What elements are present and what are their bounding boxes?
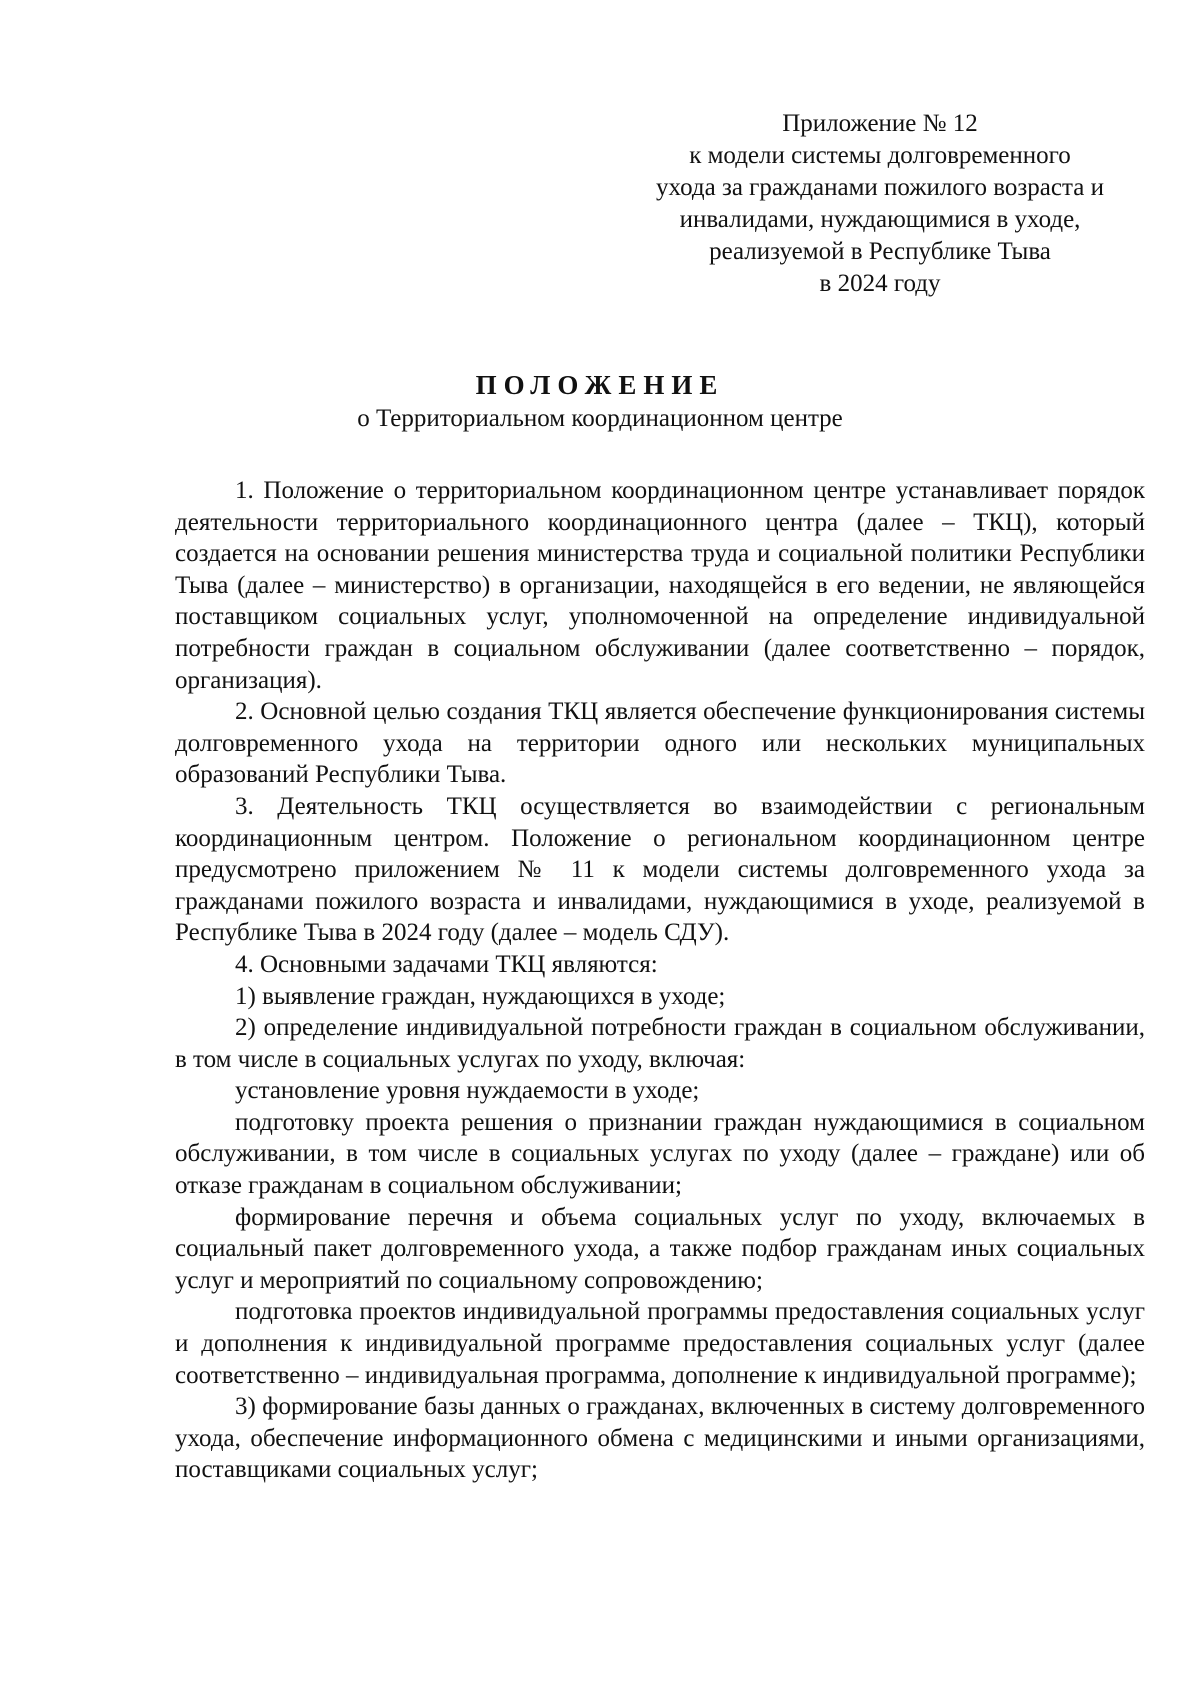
annex-line: Приложение № 12 xyxy=(782,110,978,137)
paragraph-3: 3. Деятельность ТКЦ осуществляется во взаимодействии с региональным координационным центром. Положение о региональном координационном центре предусмотрено приложением № 11 к модели системы долговременного ухода за гражданами пожилого возраста и инвалидами, нуждающимися в уходе, реализуемой в Республике Тыва в 2024 году (далее – модель СДУ). xyxy=(175,792,1145,947)
annex-line: инвалидами, нуждающимися в уходе, xyxy=(679,206,1081,233)
paragraph-1: 1. Положение о территориальном координационном центре устанавливает порядок деятельности территориального координационного центра (далее – ТКЦ), который создается на основании решения министерства труда и социальной политики Республики Тыва (далее – министерство) в организации, находящейся в его ведении, не являющейся поставщиком социальных услуг, уполномоченной на определение индивидуальной потребности граждан в социальном обслуживании (далее соответственно – порядок, организация). xyxy=(175,477,1145,694)
paragraph-4: 4. Основными задачами ТКЦ являются: xyxy=(235,950,658,978)
list-item-1: 1) выявление граждан, нуждающихся в уходе; xyxy=(235,982,726,1010)
annex-header xyxy=(615,108,1145,300)
annex-line: реализуемой в Республике Тыва xyxy=(709,238,1051,265)
document-body xyxy=(175,475,1145,1486)
sub-item-decision: подготовку проекта решения о признании граждан нуждающимися в социальном обслуживании, в том числе в социальных услугах по уходу (далее – граждане) или об отказе гражданам в социальном обслуживании; xyxy=(175,1108,1145,1200)
sub-item-program: подготовка проектов индивидуальной программы предоставления социальных услуг и дополнения к индивидуальной программе предоставления социальных услуг (далее соответственно – индивидуальная программа, дополнение к индивидуальной программе); xyxy=(175,1298,1145,1389)
list-item-2: 2) определение индивидуальной потребности граждан в социальном обслуживании, в том числе в социальных услугах по уходу, включая: xyxy=(175,1014,1145,1073)
document-subtitle: о Территориальном координационном центре xyxy=(357,405,843,432)
document-title: ПОЛОЖЕНИЕ xyxy=(475,370,725,400)
annex-line: в 2024 году xyxy=(819,270,941,297)
annex-line: ухода за гражданами пожилого возраста и xyxy=(656,174,1104,201)
list-item-3: 3) формирование базы данных о гражданах, включенных в систему долговременного ухода, обеспечение информационного обмена с медицинскими и иными организациями, поставщиками социальных услуг; xyxy=(175,1393,1145,1484)
sub-item-services: формирование перечня и объема социальных услуг по уходу, включаемых в социальный пакет долговременного ухода, а также подбор гражданам иных социальных услуг и мероприятий по социальному сопровождению; xyxy=(175,1203,1145,1294)
paragraph-2: 2. Основной целью создания ТКЦ является обеспечение функционирования системы долговременного ухода на территории одного или нескольких муниципальных образований Республики Тыва. xyxy=(175,698,1145,789)
sub-item-level: установление уровня нуждаемости в уходе; xyxy=(235,1077,700,1105)
annex-line: к модели системы долговременного xyxy=(689,142,1071,169)
